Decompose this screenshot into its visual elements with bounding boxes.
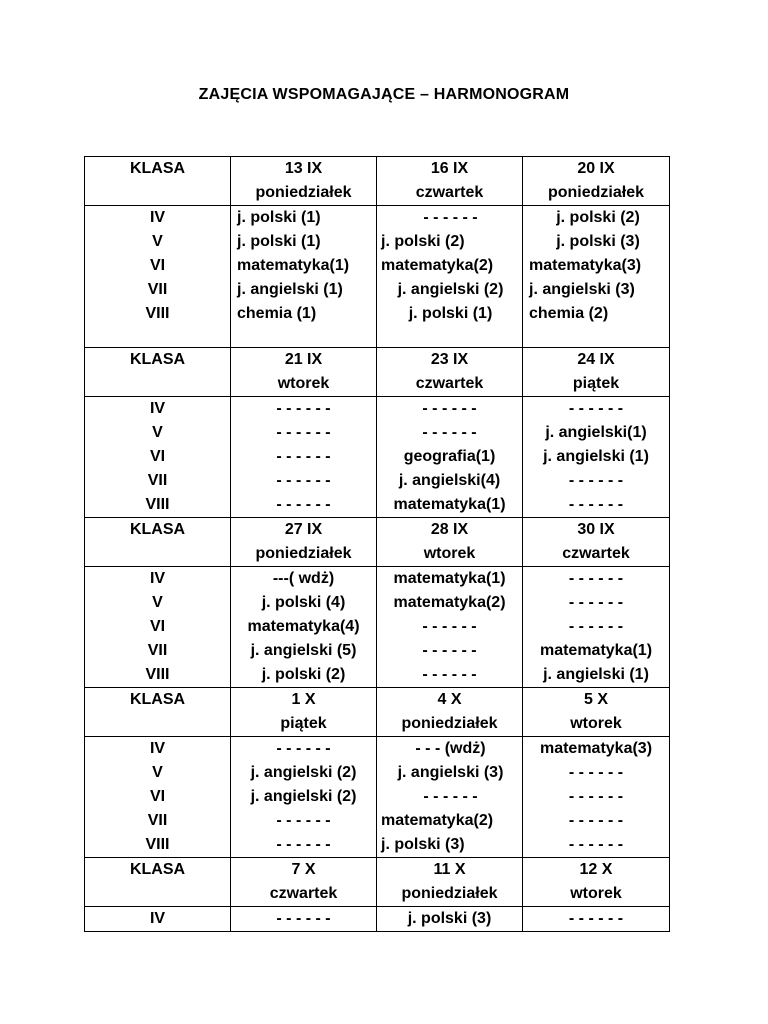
subject-cell: matematyka(3) - - - - - - - - - - - - - - - - - - - - - - - - <box>523 737 670 858</box>
subject-cell: j. polski (2) j. polski (3) matematyka(3) j. angielski (3) chemia (2) <box>523 206 670 348</box>
class-row-group <box>85 907 670 932</box>
date-header-cell: 1 X piątek <box>231 688 377 737</box>
klasa-header-cell: KLASA <box>85 518 231 567</box>
class-row-group <box>85 206 670 348</box>
date-header-cell: 21 IX wtorek <box>231 348 377 397</box>
date-header-cell: 27 IX poniedziałek <box>231 518 377 567</box>
date-header-cell: 16 IX czwartek <box>377 157 523 206</box>
class-row-group <box>85 567 670 688</box>
date-header-cell: 23 IX czwartek <box>377 348 523 397</box>
date-header-cell: 5 X wtorek <box>523 688 670 737</box>
klasa-header-cell: KLASA <box>85 348 231 397</box>
header-row <box>85 688 670 737</box>
date-header-cell: 28 IX wtorek <box>377 518 523 567</box>
class-list-cell: IV <box>85 907 231 932</box>
subject-cell: - - - - - - <box>523 907 670 932</box>
date-header-cell: 12 X wtorek <box>523 858 670 907</box>
date-header-cell: 24 IX piątek <box>523 348 670 397</box>
subject-cell: - - - - - - - - - - - - - - - - - - - - - - - - - - - - - - <box>231 397 377 518</box>
schedule-table <box>84 156 670 932</box>
date-header-cell: 30 IX czwartek <box>523 518 670 567</box>
subject-cell: - - - (wdż) j. angielski (3) - - - - - - matematyka(2) j. polski (3) <box>377 737 523 858</box>
klasa-header-cell: KLASA <box>85 858 231 907</box>
date-header-cell: 13 IX poniedziałek <box>231 157 377 206</box>
subject-cell: - - - - - - j. angielski(1) j. angielski (1) - - - - - - - - - - - - <box>523 397 670 518</box>
class-list-cell: IV V VI VII VIII <box>85 206 231 348</box>
subject-cell: - - - - - - <box>231 907 377 932</box>
date-header-cell: 7 X czwartek <box>231 858 377 907</box>
header-row <box>85 858 670 907</box>
class-list-cell: IV V VI VII VIII <box>85 567 231 688</box>
date-header-cell: 11 X poniedziałek <box>377 858 523 907</box>
subject-cell: - - - - - - - - - - - - - - - - - - matematyka(1) j. angielski (1) <box>523 567 670 688</box>
date-header-cell: 20 IX poniedziałek <box>523 157 670 206</box>
klasa-header-cell: KLASA <box>85 157 231 206</box>
class-row-group <box>85 737 670 858</box>
subject-cell: - - - - - - j. polski (2) matematyka(2) j. angielski (2) j. polski (1) <box>377 206 523 348</box>
subject-cell: j. polski (3) <box>377 907 523 932</box>
subject-cell: j. polski (1) j. polski (1) matematyka(1) j. angielski (1) chemia (1) <box>231 206 377 348</box>
class-row-group <box>85 397 670 518</box>
header-row <box>85 348 670 397</box>
date-header-cell: 4 X poniedziałek <box>377 688 523 737</box>
subject-cell: - - - - - - j. angielski (2) j. angielski (2) - - - - - - - - - - - - <box>231 737 377 858</box>
subject-cell: - - - - - - - - - - - - geografia(1) j. angielski(4) matematyka(1) <box>377 397 523 518</box>
header-row <box>85 518 670 567</box>
header-row <box>85 157 670 206</box>
document-title: ZAJĘCIA WSPOMAGAJĄCE – HARMONOGRAM <box>198 86 570 103</box>
subject-cell: ---( wdż) j. polski (4) matematyka(4) j. angielski (5) j. polski (2) <box>231 567 377 688</box>
subject-cell: matematyka(1) matematyka(2) - - - - - - - - - - - - - - - - - - <box>377 567 523 688</box>
klasa-header-cell: KLASA <box>85 688 231 737</box>
class-list-cell: IV V VI VII VIII <box>85 737 231 858</box>
class-list-cell: IV V VI VII VIII <box>85 397 231 518</box>
